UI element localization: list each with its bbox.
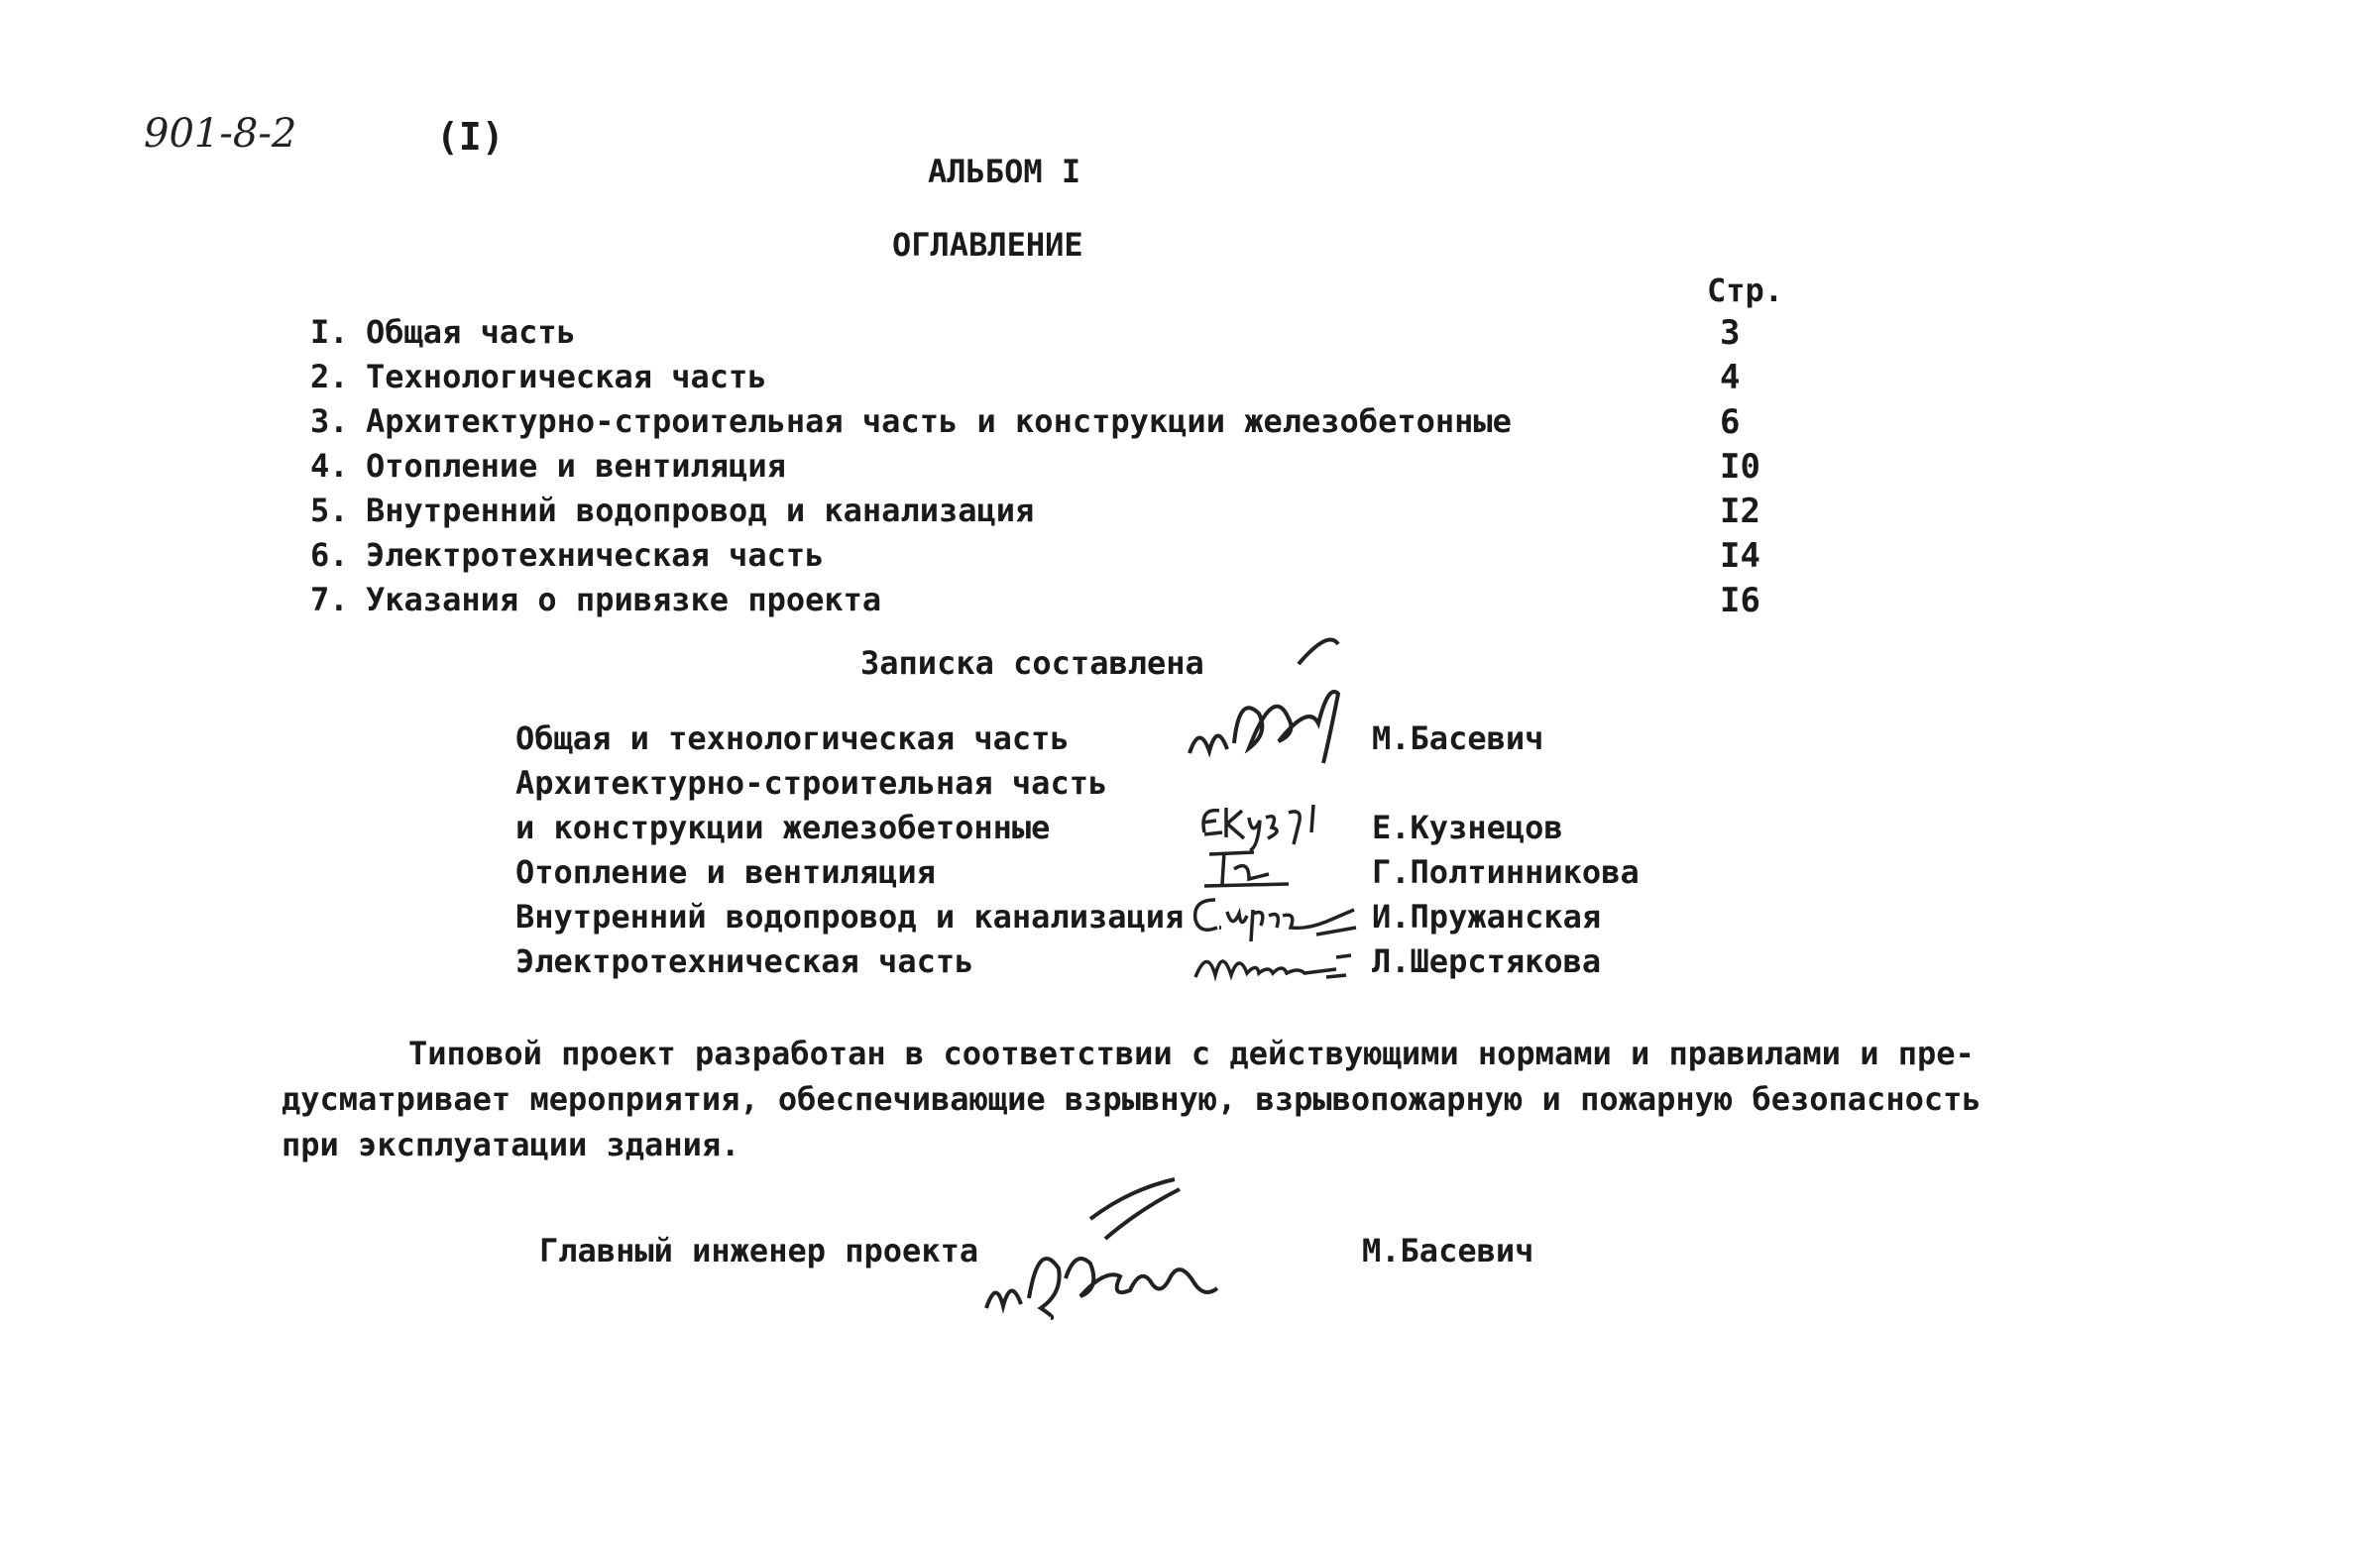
toc-title: Электротехническая часть: [366, 536, 825, 574]
toc-number: 2.: [310, 358, 349, 395]
authors-title: Записка составлена: [860, 644, 1204, 682]
part-number: (I): [436, 115, 505, 159]
toc-page: I4: [1720, 536, 1760, 576]
toc-number: 3.: [310, 402, 349, 440]
toc-title: Общая часть: [366, 313, 576, 351]
document-code: 901-8-2: [144, 111, 297, 157]
toc-number: 4.: [310, 447, 349, 485]
author-name: Г.Полтинникова: [1372, 853, 1640, 891]
toc-title: Внутренний водопровод и канализация: [366, 492, 1035, 529]
toc-page: I2: [1720, 492, 1760, 531]
signature-pruzhanskaya: [1188, 890, 1361, 944]
statement-line: дусматривает мероприятия, обеспечивающие взрывную, взрывопожарную и пожарную безопасность: [282, 1080, 1982, 1118]
author-section: и конструкции железобетонные: [515, 809, 1051, 846]
contents-title: ОГЛАВЛЕНИЕ: [892, 226, 1083, 264]
author-name: М.Басевич: [1372, 719, 1544, 757]
author-section: Общая и технологическая часть: [515, 719, 1070, 757]
toc-page: 4: [1720, 358, 1741, 397]
toc-number: 5.: [310, 492, 349, 529]
author-section: Внутренний водопровод и канализация: [515, 898, 1185, 936]
author-name: Е.Кузнецов: [1372, 809, 1563, 846]
statement-paragraph: [282, 1031, 1982, 1167]
author-section: Архитектурно-строительная часть: [515, 764, 1108, 802]
author-section: Отопление и вентиляция: [515, 853, 936, 891]
signature-sherstyakova: [1188, 937, 1356, 987]
chief-engineer-label: Главный инженер проекта: [539, 1232, 979, 1269]
author-name: Л.Шерстякова: [1372, 942, 1602, 980]
toc-title: Отопление и вентиляция: [366, 447, 786, 485]
signature-basevich: [1180, 624, 1358, 773]
statement-line: Типовой проект разработан в соответствии с действующими нормами и правилами и пре-: [408, 1035, 1975, 1072]
toc-item: [310, 581, 1797, 624]
toc-item: [310, 313, 1797, 357]
toc-title: Технологическая часть: [366, 358, 767, 395]
toc-page: 3: [1720, 313, 1741, 353]
toc-title: Архитектурно-строительная часть и конструкции железобетонные: [366, 402, 1512, 440]
toc-item: [310, 536, 1797, 580]
toc-number: 7.: [310, 581, 349, 618]
page-column-header: Стр.: [1707, 272, 1784, 309]
toc-number: I.: [310, 313, 349, 351]
toc-item: [310, 447, 1797, 491]
toc-title: Указания о привязке проекта: [366, 581, 882, 618]
album-title: АЛЬБОМ I: [928, 153, 1081, 190]
chief-engineer-name: М.Басевич: [1362, 1232, 1534, 1269]
toc-item: [310, 492, 1797, 535]
toc-item: [310, 358, 1797, 401]
statement-line: при эксплуатации здания.: [282, 1126, 740, 1163]
toc-page: 6: [1720, 402, 1741, 442]
signature-poltinnikova: [1194, 844, 1294, 894]
toc-item: [310, 402, 1797, 446]
toc-page: I6: [1720, 581, 1760, 620]
author-section: Электротехническая часть: [515, 942, 974, 980]
toc-page: I0: [1720, 447, 1760, 487]
toc-number: 6.: [310, 536, 349, 574]
signature-kuznetsov: [1194, 793, 1333, 852]
signature-chief-engineer: [981, 1169, 1229, 1328]
author-name: И.Пружанская: [1372, 898, 1602, 936]
